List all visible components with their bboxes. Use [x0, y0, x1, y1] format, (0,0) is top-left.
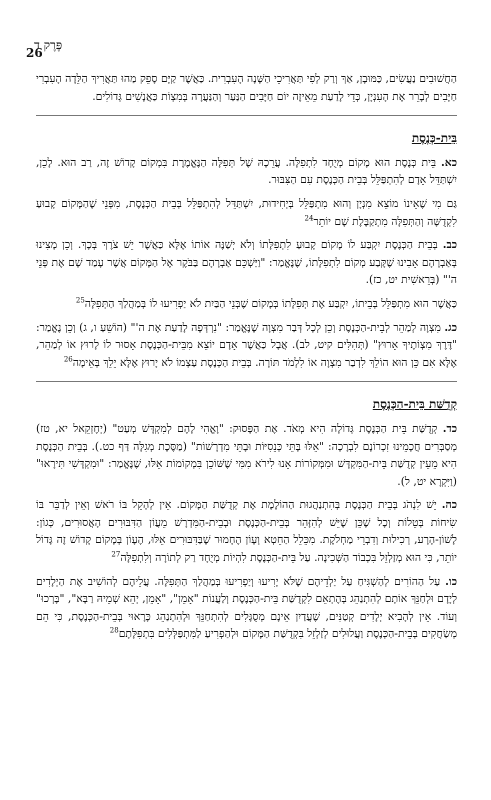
paragraph-text: יֵשׁ לִנְהֹג בְּבֵית הַכְּנֶסֶת בְּהִתְנַהֲגוּת הַהוֹלֶמֶת אֶת קְדֻשַּׁת הַמָּקוֹם. אֵין לְהָקֵל בּוֹ רֹאשׁ וְאֵין לְדַבֵּר בּוֹ שִׂיחוֹת בְּטֵלוֹת וְכָל שֶׁכֵּן שֶׁיֵּשׁ לְהִזָּהֵר בְּבֵית-הַכְּנֶסֶת וּבְבֵית-הַמִּדְרָשׁ מֵעֲוֹן הַדִּבּוּרִים הָאֲסוּרִים, כְּגוֹן: לָשׁוֹן-הָרָע, רְכִילוּת וְדִבְרֵי מַחְלֹקֶת. מִכֵּלֵל הַחֵטְא וְעָוֹן הֶחָמוּר שֶׁבַּדִּבּוּרִים אֵלּוּ, הֶעָוֹן בְּמָקוֹם קָדוֹשׁ זֶה גָּדוֹל יוֹתֵר, כִּי הוּא מְזַלְזֵל בִּכְבוֹד הַשְּׁכִינָה. עַל בֵּית-הַכְּנֶסֶת לִהְיוֹת מְיֻחָד רַק לְתוֹרָה וְלִתְפִלָּה — [36, 498, 457, 565]
paragraph-number: כא. — [441, 155, 457, 169]
paragraph-number: כב. — [442, 238, 457, 252]
page-number: 26 — [26, 46, 43, 60]
chapter-header — [34, 38, 62, 53]
paragraph-24 — [36, 420, 457, 490]
paragraph-22b — [36, 295, 457, 313]
page-content — [36, 70, 457, 649]
section-title-kedushat: קְדֻשַּׁת בֵּית-הַכְּנֶסֶת — [372, 397, 457, 412]
section-divider — [36, 381, 457, 382]
footnote-ref: 24 — [304, 213, 314, 222]
paragraph-text: בְּבֵית הַכְּנֶסֶת יִקְבַּע לוֹ מָקוֹם קָבוּעַ לִתְפִלָּתוֹ וְלֹא יְשַׁנֶּה אוֹתוֹ אֶלָּא כַּאֲשֶׁר יֵשׁ צֹרֶךְ בְּכָךְ. וְכֵן מָצִינוּ בְּאַבְרָהָם אָבִינוּ שֶׁקָּבַע מְקוֹם לִתְפִלָּתוֹ, שֶׁנֶּאֱמַר: "וַיַּשְׁכֵּם אַבְרָהָם בַּבֹּקֶר אֶל הַמָּקוֹם אֲשֶׁר עָמַד שָׁם אֶת פְּנֵי ה'" (בְּרֵאשִׁית יט, כז). — [36, 238, 457, 287]
paragraph-number: כד. — [442, 421, 457, 435]
footnote-ref: 25 — [75, 296, 85, 305]
section-title-beit-knesset: בֵּית-כְּנֶסֶת — [411, 131, 457, 146]
paragraph-text: גַּם מִי שֶׁאֵינוֹ מוֹצֵא מִנְיָן וְהוּא מִתְפַּלֵּל בְּיְחִידוּת, יִשְׁתַּדֵּל לְהִתְפַּלֵּל בְּבֵית הַכְּנֶסֶת, מִפְּנֵי שֶׁהַמָּקוֹם קָבוּעַ לִקְדֻשָּׁה וְהַתְּפִלָּה מִתְקַבֶּלֶת שָׁם יוֹתֵר — [36, 196, 457, 228]
footnote-ref: 28 — [109, 626, 119, 635]
paragraph-22 — [36, 236, 457, 289]
paragraph-text: קְדֻשַּׁת בֵּית הַכְּנֶסֶת גְּדוֹלָה הִיא מְאֹד. אֶת הַפָּסוּק: "וָאֱהִי לָהֶם לְמִקְדָּשׁ מְעַט" (יְחֶזְקֵאל יא, טז) מְסַבְּרִים חֲכָמֵינוּ זִכְרוֹנָם לִבְרָכָה: "אֵלּוּ בָּתֵּי כְּנֵסִיּוֹת וּבָתֵּי מִדְרָשׁוֹת" (מַסֶּכֶת מְגִלָּה דַּף כט.). בְּבֵית הַכְּנֶסֶת הִיא מֵעֵין קְדֻשַּׁת בֵּית-הַמִּקְדָּשׁ וּמִמְּקוֹרוֹת אָנוּ לִירֹא מִמִּי שֶׁשּׁוֹכֵן בִּמְקוֹמוֹת אֵלּוּ, שֶׁנֶּאֱמַר: "וּמִקְדָּשִׁי תִּירָאוּ" (וַיִּקְרָא יט, ל). — [36, 421, 457, 488]
intro-paragraph: הַחֲשׁוּבִים נַעֲשִׂים, כַּמּוּבָן, אַךְ וְרַק לְפִי תַּאֲרִיכֵי הַשָּׁנָה הָעִבְרִית. כַּאֲשֶׁר קַיָּם סָפֵק מַהוּ תַּאֲרִיךְ הַלֵּדָה הָעִבְרִי חַיָּבִים לְבָרֵר אֶת הָעִנְיָן, כְּדֵי לָדַעַת מֵאֵיזֶה יוֹם חַיָּבִים הַנַּעַר וְהַנַּעֲרָה בְּמִצְוֹת כַּאֲנָשִׁים גְּדוֹלִים. — [36, 72, 457, 103]
paragraph-number: כו. — [445, 574, 457, 588]
paragraph-text: בֵּית כְּנֶסֶת הוּא מָקוֹם מְיֻחָד לִתְפִלָּה. עֲרֵכָהּ שֶׁל תְּפִלָּה הַנֶּאֱמֶרֶת בִּמְקוֹם קָדוֹשׁ זֶה, רַב הוּא. לָכֵן, יִשְׁתַּדֵּל אָדָם לְהִתְפַּלֵּל בְּבֵית הַכְּנֶסֶת עִם הַצִּבּוּר. — [36, 155, 457, 187]
footnote-ref: 26 — [63, 355, 73, 364]
section-divider — [36, 115, 457, 116]
footnote-ref: 27 — [111, 550, 121, 559]
paragraph-number: כג. — [444, 320, 457, 334]
paragraph-number: כה. — [441, 498, 458, 512]
paragraph-26 — [36, 573, 457, 643]
paragraph-text: כַּאֲשֶׁר הוּא מִתְפַּלֵּל בְּבֵיתוֹ, יִקְבַּע אֶת תְּפִלָּתוֹ בְּמָקוֹם שֶׁבְּנֵי הַבַּיִת לֹא יַפְרִיעוּ לוֹ בְּמַהֲלַךְ הַתְּפִלָּה — [84, 296, 457, 310]
paragraph-23 — [36, 319, 457, 372]
paragraph-21b — [36, 195, 457, 230]
paragraph-text: מִצְוָה לְמַהֵר לְבֵית-הַכְּנֶסֶת וְכֵן לְכָל דְּבַר מִצְוָה שֶׁנֶּאֱמַר: "נִרְדְּפָה לָדַעַת אֶת ה'" (הוֹשֵׁעַ ו, ג) וְכֵן נֶאֱמַר: "דֶּרֶךְ מִצְוֹתֶיךָ אָרוּץ" (תְּהִלִּים קיט, לב). אֲבָל כַּאֲשֶׁר אָדָם יוֹצֵא מִבֵּית-הַכְּנֶסֶת אָסוּר לוֹ לָרוּץ אוֹ לְמַהֵר, אֶלָּא אִם כֵּן הוּא הוֹלֵךְ לִדְבַר מִצְוָה אוֹ לִלְמֹד תּוֹרָה. בְּבֵית הַכְּנֶסֶת עַצְמוֹ לֹא יָרוּץ אֶלָּא יֵלֵךְ בְּאֵימָה — [36, 320, 457, 369]
paragraph-25 — [36, 496, 457, 566]
paragraph-21 — [36, 154, 457, 189]
paragraph-text: עַל הַהוֹרִים לְהַשְׁגִּיחַ עַל יַלְדֵיהֶם שֶׁלֹּא יָרִיעוּ וְיַפְרִיעוּ בְּמַהֲלַךְ הַתְּפִלָּה. עֲלֵיהֶם לְהוֹשִׁיב אֶת הַיְלָדִים לְיָדָם וּלְחַנֵּךְ אוֹתָם לְהִתְנַהֵג בְּהֶתְאֵם לִקְדֻשַּׁת בֵּית-הַכְּנֶסֶת וְלַעֲנוֹת "אָמֵן", "אָמֵן, יְהֵא שְׁמֵיהּ רַבָּא", "בָּרְכוּ" וְעוֹד. אֵין לְהָבִיא יְלָדִים קְטַנִּים, שֶׁעֲדַיִן אֵינָם מְסֻגָּלִים לְהִתְחַנֵּךְ וּלְהִתְנַהֵג כָּרָאוּי בְּבֵית-הַכְּנֶסֶת, כִּי הֵם מְשַׂחֲקִים בְּבֵית-הַכְּנֶסֶת וַעֲלוּלִים לְזַלְזֵל בִּקְדֻשַּׁת הַמָּקוֹם וּלְהַפְרִיעַ לַמִּתְפַּלְּלִים בִּתְפִלָּתָם — [36, 574, 457, 641]
chapter-label: פֶּרֶק ד — [34, 38, 63, 52]
